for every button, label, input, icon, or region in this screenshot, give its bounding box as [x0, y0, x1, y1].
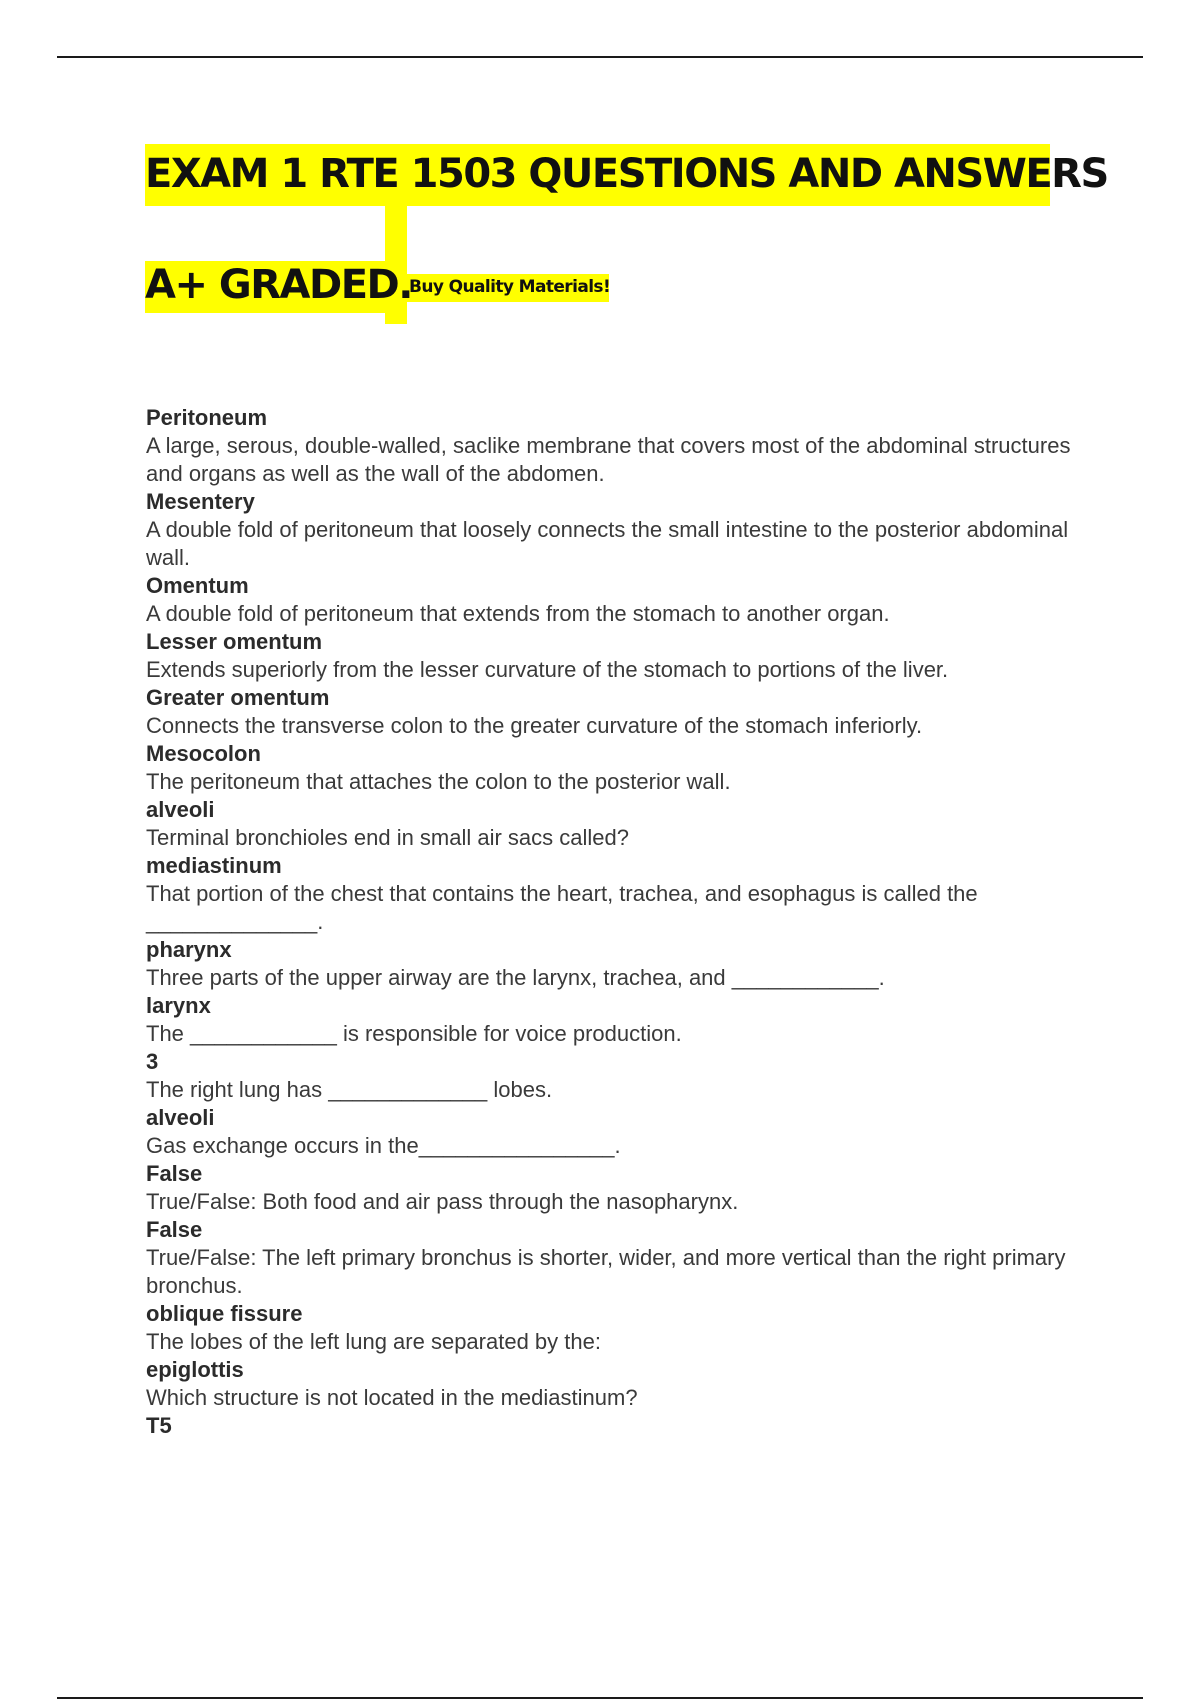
page-title: EXAM 1 RTE 1503 QUESTIONS AND ANSWERS	[145, 151, 1108, 197]
qa-entry	[146, 852, 1086, 936]
answer-term: larynx	[146, 993, 211, 1018]
answer-term: oblique fissure	[146, 1301, 303, 1326]
question-text: The lobes of the left lung are separated by the:	[146, 1329, 601, 1354]
qa-entry	[146, 1300, 1086, 1356]
question-text: Extends superiorly from the lesser curvature of the stomach to portions of the liver.	[146, 657, 949, 682]
qa-entry	[146, 1104, 1086, 1160]
qa-entry	[146, 488, 1086, 572]
qa-entry	[146, 404, 1086, 488]
qa-entry	[146, 796, 1086, 852]
answer-term: False	[146, 1217, 203, 1242]
qa-entry	[146, 1160, 1086, 1216]
qa-list	[146, 404, 1086, 1440]
answer-term: False	[146, 1161, 203, 1186]
question-text: True/False: Both food and air pass through the nasopharynx.	[146, 1189, 739, 1214]
answer-term: mediastinum	[146, 853, 282, 878]
question-text: The peritoneum that attaches the colon to the posterior wall.	[146, 769, 731, 794]
answer-term: Greater omentum	[146, 685, 330, 710]
question-text: A double fold of peritoneum that loosely connects the small intestine to the posterior abdominal wall.	[146, 517, 1069, 570]
tagline: Buy Quality Materials!	[409, 277, 611, 297]
question-text: True/False: The left primary bronchus is shorter, wider, and more vertical than the right primary bronchus.	[146, 1245, 1066, 1298]
qa-entry	[146, 572, 1086, 628]
question-text: Gas exchange occurs in the________________.	[146, 1133, 621, 1158]
qa-entry	[146, 684, 1086, 740]
question-text: Connects the transverse colon to the greater curvature of the stomach inferiorly.	[146, 713, 923, 738]
page-title-line2: A+ GRADED.	[145, 262, 412, 308]
question-text: The ____________ is responsible for voice production.	[146, 1021, 682, 1046]
question-text: A double fold of peritoneum that extends from the stomach to another organ.	[146, 601, 890, 626]
answer-term: alveoli	[146, 1105, 215, 1130]
question-text: Terminal bronchioles end in small air sacs called?	[146, 825, 630, 850]
qa-entry	[146, 1356, 1086, 1412]
title-block	[145, 144, 1108, 324]
answer-term: Peritoneum	[146, 405, 268, 430]
question-text: The right lung has _____________ lobes.	[146, 1077, 553, 1102]
answer-term: Omentum	[146, 573, 249, 598]
top-rule	[57, 56, 1143, 58]
qa-entry	[146, 936, 1086, 992]
qa-entry	[146, 992, 1086, 1048]
qa-entry	[146, 1216, 1086, 1300]
answer-term: T5	[146, 1413, 172, 1438]
qa-entry	[146, 1048, 1086, 1104]
question-text: That portion of the chest that contains the heart, trachea, and esophagus is called the ______________.	[146, 881, 978, 934]
answer-term: 3	[146, 1049, 159, 1074]
qa-entry	[146, 740, 1086, 796]
answer-term: alveoli	[146, 797, 215, 822]
question-text: Which structure is not located in the mediastinum?	[146, 1385, 638, 1410]
answer-term: Mesentery	[146, 489, 255, 514]
qa-entry	[146, 628, 1086, 684]
answer-term: epiglottis	[146, 1357, 244, 1382]
question-text: A large, serous, double-walled, saclike membrane that covers most of the abdominal structures and organs as well as the wall of the abdomen.	[146, 433, 1071, 486]
qa-entry	[146, 1412, 1086, 1440]
bottom-rule	[57, 1697, 1143, 1699]
question-text: Three parts of the upper airway are the larynx, trachea, and ____________.	[146, 965, 885, 990]
answer-term: Lesser omentum	[146, 629, 323, 654]
answer-term: Mesocolon	[146, 741, 261, 766]
answer-term: pharynx	[146, 937, 232, 962]
